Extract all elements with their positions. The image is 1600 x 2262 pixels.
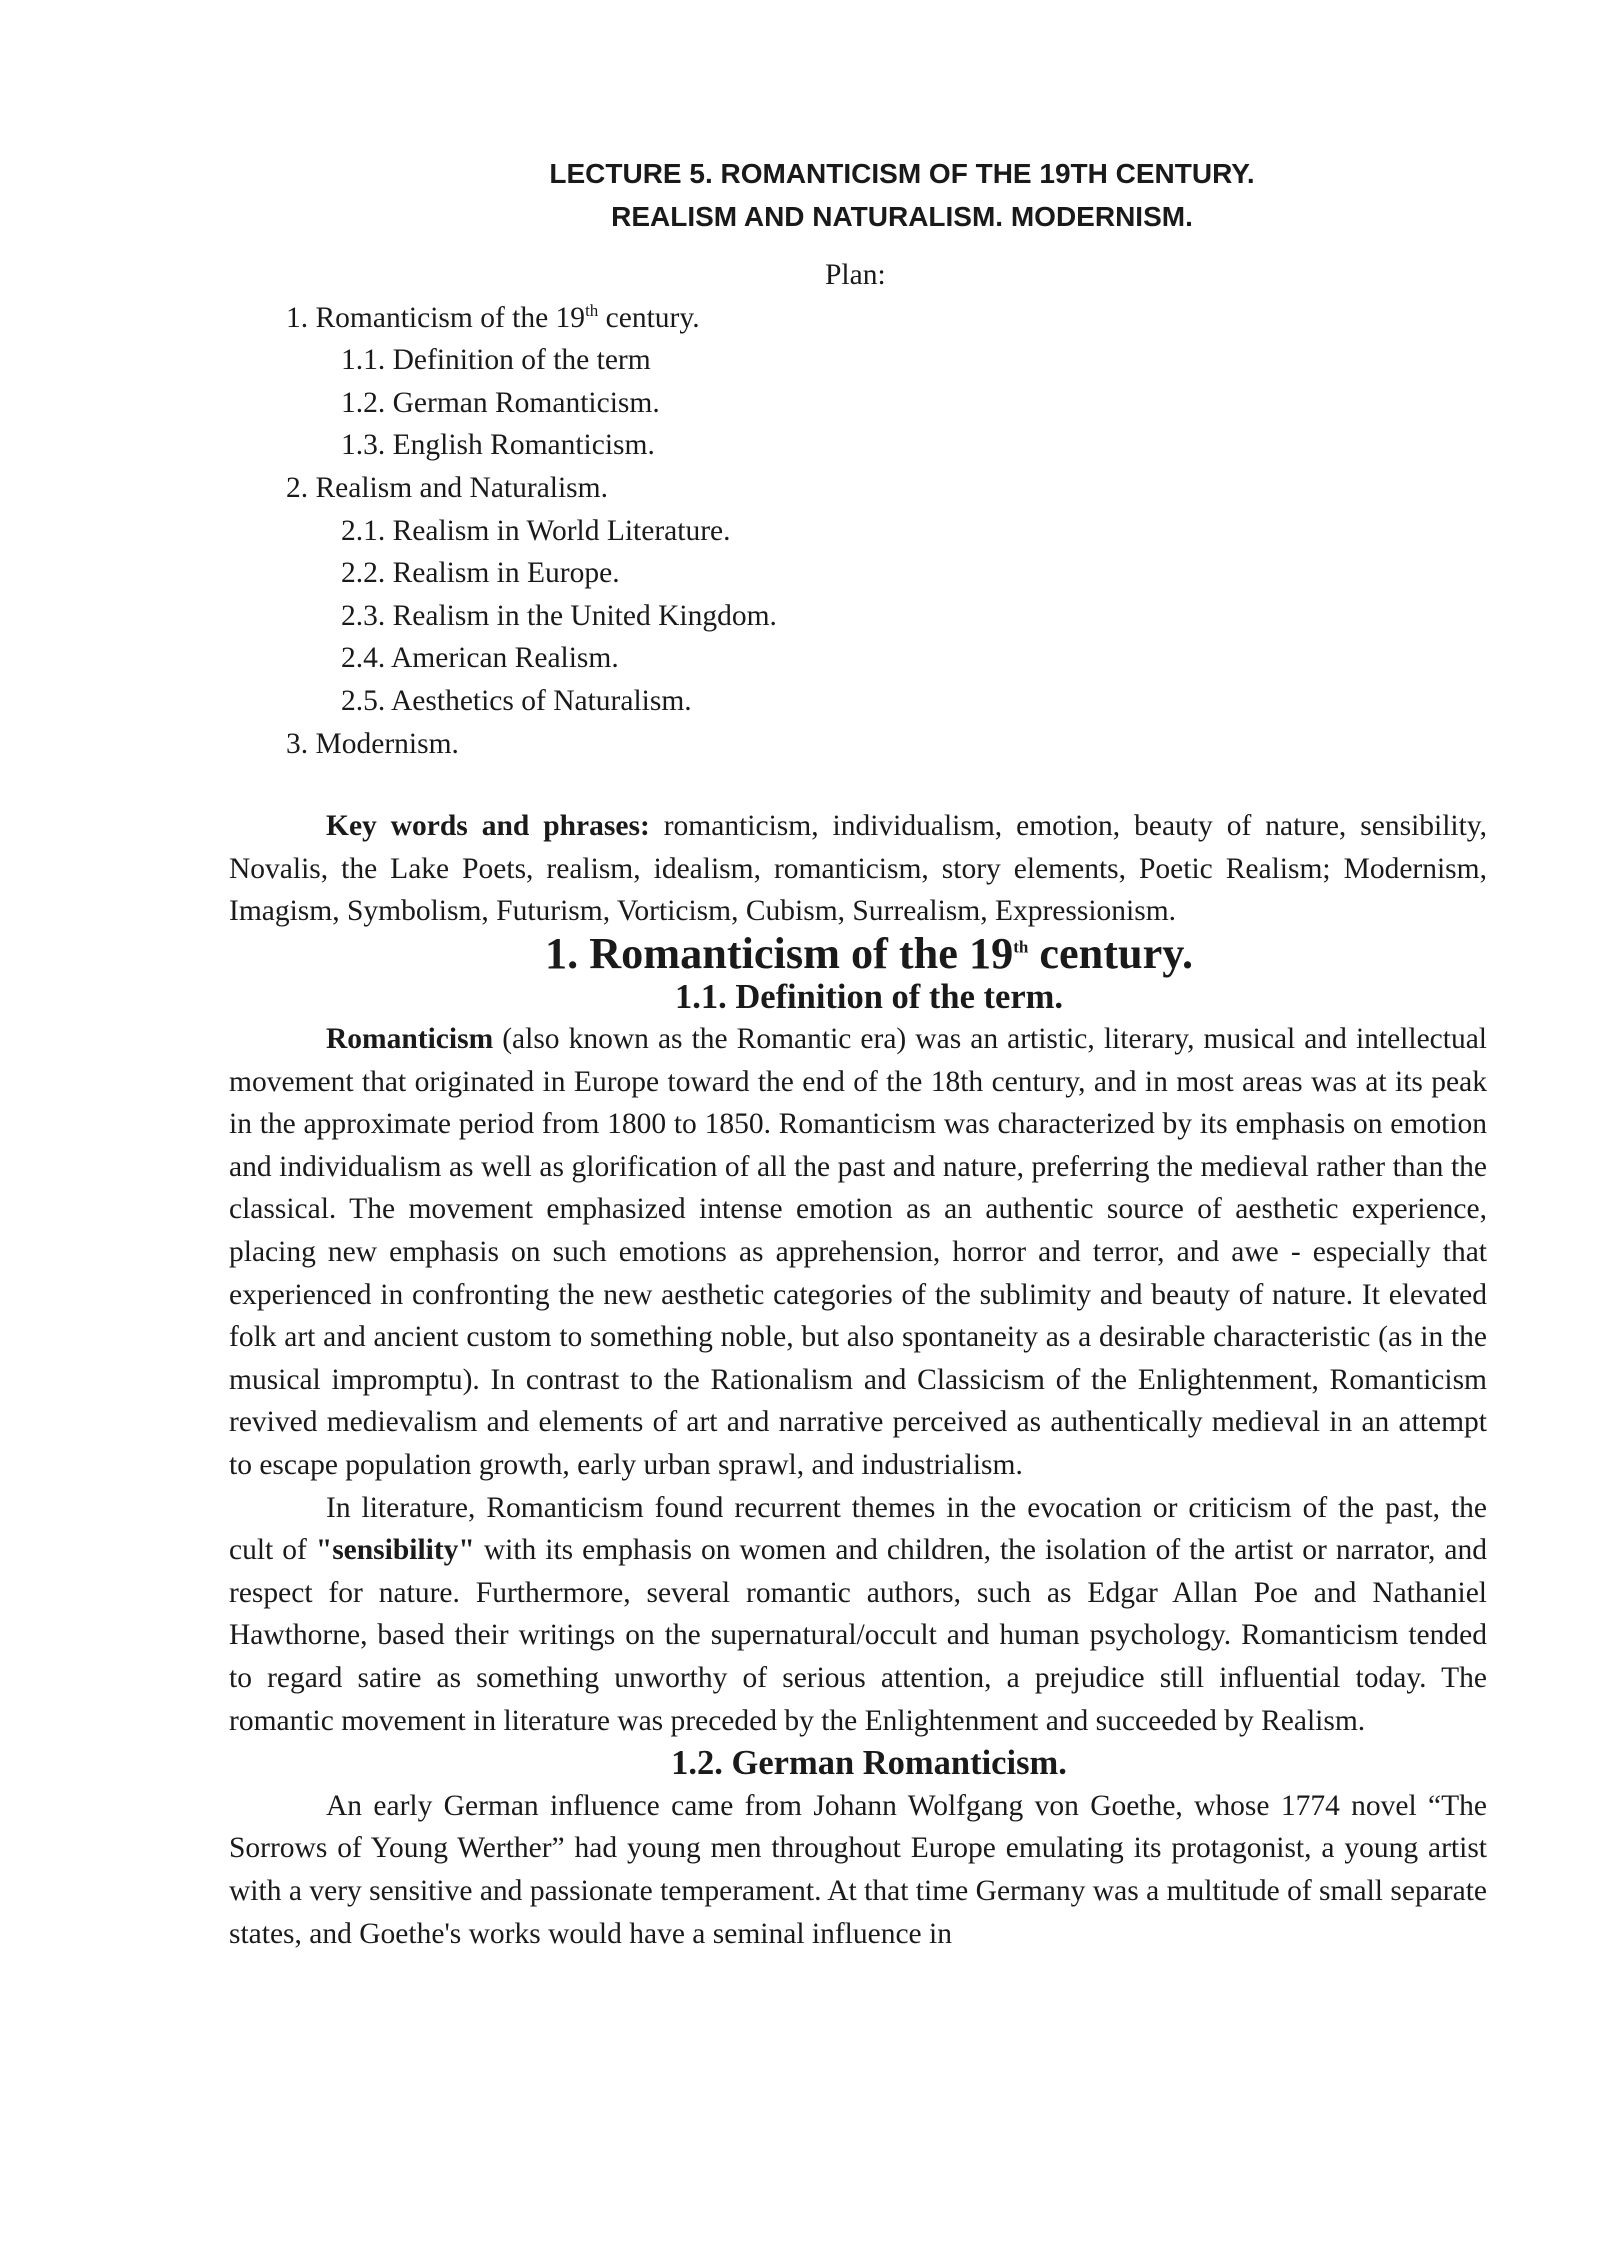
subsection-heading-1-2: 1.2. German Romanticism. [671,1744,1067,1783]
plan-subitem: 2.5. Aesthetics of Naturalism. [341,684,692,717]
plan-subitem: 1.2. German Romanticism. [341,386,660,419]
paragraph-literature: In literature, Romanticism found recurrent themes in the evocation or criticism of the past, the cult of "sensibility" with its emphasis on women and children, the isolation of the artist or narrator, and respect for nature. Furthermore, several romantic authors, such as Edgar Allan Poe and Nathaniel Hawthorne, based their writings on the supernatural/occult and human psychology. Romanticism tended to regard satire as something unworthy of serious attention, a prejudice still influential today. The romantic movement in literature was preceded by the Enlightenment and succeeded by Realism. [229,1491,1487,1737]
plan-item: 1. Romanticism of the 19th century. [286,300,700,334]
paragraph-definition: Romanticism (also known as the Romantic era) was an artistic, literary, musical and intellectual movement that originated in Europe toward the end of the 18th century, and in most areas was at its peak in the approximate period from 1800 to 1850. Romanticism was characterized by its emphasis on emotion and individualism as well as glorification of all the past and nature, preferring the medieval rather than the classical. The movement emphasized intense emotion as an authentic source of aesthetic experience, placing new emphasis on such emotions as apprehension, horror and terror, and awe - especially that experienced in confronting the new aesthetic categories of the sublimity and beauty of nature. It elevated folk art and ancient custom to something noble, but also spontaneity as a desirable characteristic (as in the musical impromptu). In contrast to the Rationalism and Classicism of the Enlightenment, Romanticism revived medievalism and elements of art and narrative perceived as authentically medieval in an attempt to escape population growth, early urban sprawl, and industrialism. [229,1023,1487,1482]
document-title [229,152,1487,238]
term-bold: Romanticism [326,1023,494,1056]
plan-item: 3. Modernism. [286,727,459,760]
key-words-label: Key words and phrases: [326,810,650,843]
plan-subitem: 2.4. American Realism. [341,642,619,675]
sensibility-bold: "sensibility" [315,1534,475,1567]
key-words-paragraph [229,805,1487,933]
plan-item: 2. Realism and Naturalism. [286,471,608,504]
title-line-1: LECTURE 5. ROMANTICISM OF THE 19TH CENTURY. [549,158,1255,189]
plan-list [229,297,1487,766]
plan-subitem: 2.2. Realism in Europe. [341,557,620,590]
key-words-text: romanticism, individualism, emotion, beauty of nature, sensibility, Novalis, the Lake Poets, realism, idealism, romanticism, story elements, Poetic Realism; Modernism, Imagism, Symbolism, Futurism, Vorticism, Cubism, Surrealism, Expressionism. [229,810,1488,928]
plan-subitem: 2.3. Realism in the United Kingdom. [341,599,777,632]
paragraph-german: An early German influence came from Johann Wolfgang von Goethe, whose 1774 novel “The Sorrows of Young Werther” had young men throughout Europe emulating its protagonist, a young artist with a very sensitive and passionate temperament. At that time Germany was a multitude of small separate states, and Goethe's works would have a seminal influence in [229,1789,1487,1950]
subsection-heading-1-1: 1.1. Definition of the term. [674,977,1064,1016]
plan-heading: Plan: [825,259,886,291]
plan-subitem: 2.1. Realism in World Literature. [341,514,731,547]
section-heading-1: 1. Romanticism of the 19th century. [544,928,1194,978]
title-line-2: REALISM AND NATURALISM. MODERNISM. [611,201,1193,232]
plan-subitem: 1.1. Definition of the term [341,344,651,377]
document-page [229,152,1487,1955]
plan-subitem: 1.3. English Romanticism. [341,429,655,462]
